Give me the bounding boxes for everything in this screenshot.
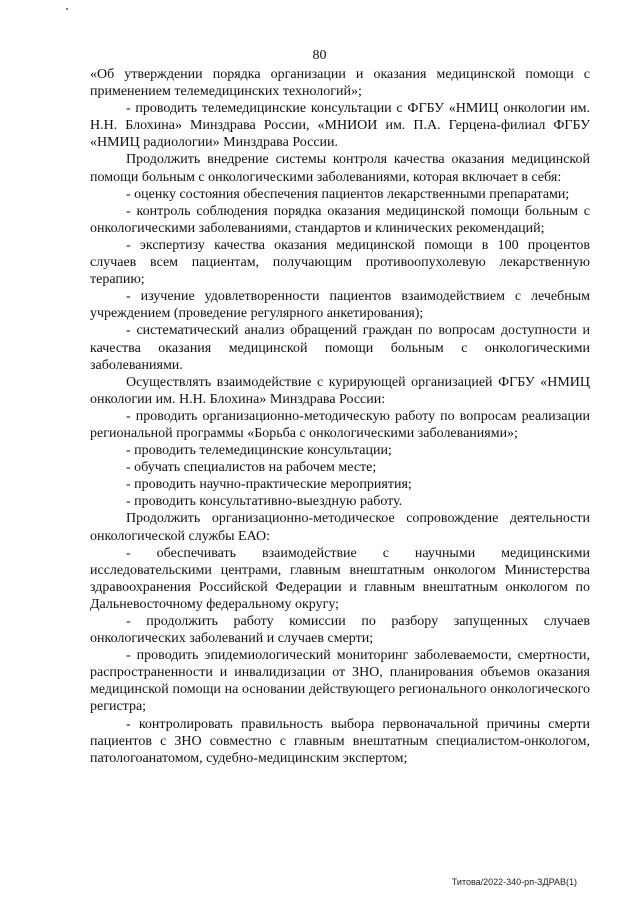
scan-speck: [66, 8, 68, 10]
paragraph: Продолжить внедрение системы контроля качества оказания медицинской помощи больным с онкологическими заболеваниями, которая включает в себя:: [90, 152, 590, 185]
list-item: - проводить телемедицинские консультации;: [126, 443, 392, 459]
list-item: - продолжить работу комиссии по разбору запущенных случаев онкологических заболеваний и случаев смерти;: [90, 614, 590, 647]
page-number: 80: [312, 48, 327, 63]
paragraph: Продолжить организационно-методическое сопровождение деятельности онкологической службы ЕАО:: [90, 511, 590, 544]
list-item: - систематический анализ обращений граждан по вопросам доступности и качества оказания медицинской помощи больным с онкологическими заболеваниями.: [90, 323, 590, 373]
list-item: - оценку состояния обеспечения пациентов лекарственными препаратами;: [126, 186, 570, 202]
list-item: - проводить научно-практические мероприятия;: [126, 477, 412, 493]
list-item: - проводить организационно-методическую работу по вопросам реализации региональной программы «Борьба с онкологическими заболеваниями»;: [90, 408, 590, 441]
list-item: - обеспечивать взаимодействие с научными медицинскими исследовательскими центрами, главным внештатным онкологом Министерства здравоохранения Российской Федерации и главным внештатным онкологом по Дальневосточному федеральному округу;: [90, 545, 590, 612]
footer-document-code: Титова/2022-340-рп-ЗДРАВ(1): [451, 877, 577, 887]
list-item: - изучение удовлетворенности пациентов взаимодействием с лечебным учреждением (проведение регулярного анкетирования);: [90, 289, 590, 322]
paragraph: Осуществлять взаимодействие с курирующей организацией ФГБУ «НМИЦ онкологии им. Н.Н. Блохина» Минздрава России:: [90, 374, 590, 407]
list-item: - проводить эпидемиологический мониторинг заболеваемости, смертности, распространенности и инвалидизации от ЗНО, планирования объемов оказания медицинской помощи на основании действующего регионального онкологического регистра;: [90, 648, 590, 715]
list-item: - проводить консультативно-выездную работу.: [126, 494, 403, 510]
list-item: - обучать специалистов на рабочем месте;: [126, 460, 377, 476]
list-item: - экспертизу качества оказания медицинской помощи в 100 процентов случаев всем пациентам, получающим противоопухолевую лекарственную терапию;: [90, 237, 590, 288]
paragraph: - проводить телемедицинские консультации с ФГБУ «НМИЦ онкологии им. Н.Н. Блохина» Минздрава России, «МНИОИ им. П.А. Герцена-филиал ФГБУ «НМИЦ радиологии» Минздрава России.: [90, 101, 590, 151]
list-item: - контролировать правильность выбора первоначальной причины смерти пациентов с ЗНО совместно с главным внештатным специалистом-онкологом, патологоанатомом, судебно-медицинским экспертом;: [90, 716, 590, 766]
list-item: - контроль соблюдения порядка оказания медицинской помощи больным с онкологическими заболеваниями, стандартов и клинических рекомендаций;: [90, 203, 590, 236]
document-body: [90, 66, 590, 767]
paragraph: «Об утверждении порядка организации и оказания медицинской помощи с применением телемедицинских технологий»;: [90, 67, 590, 100]
